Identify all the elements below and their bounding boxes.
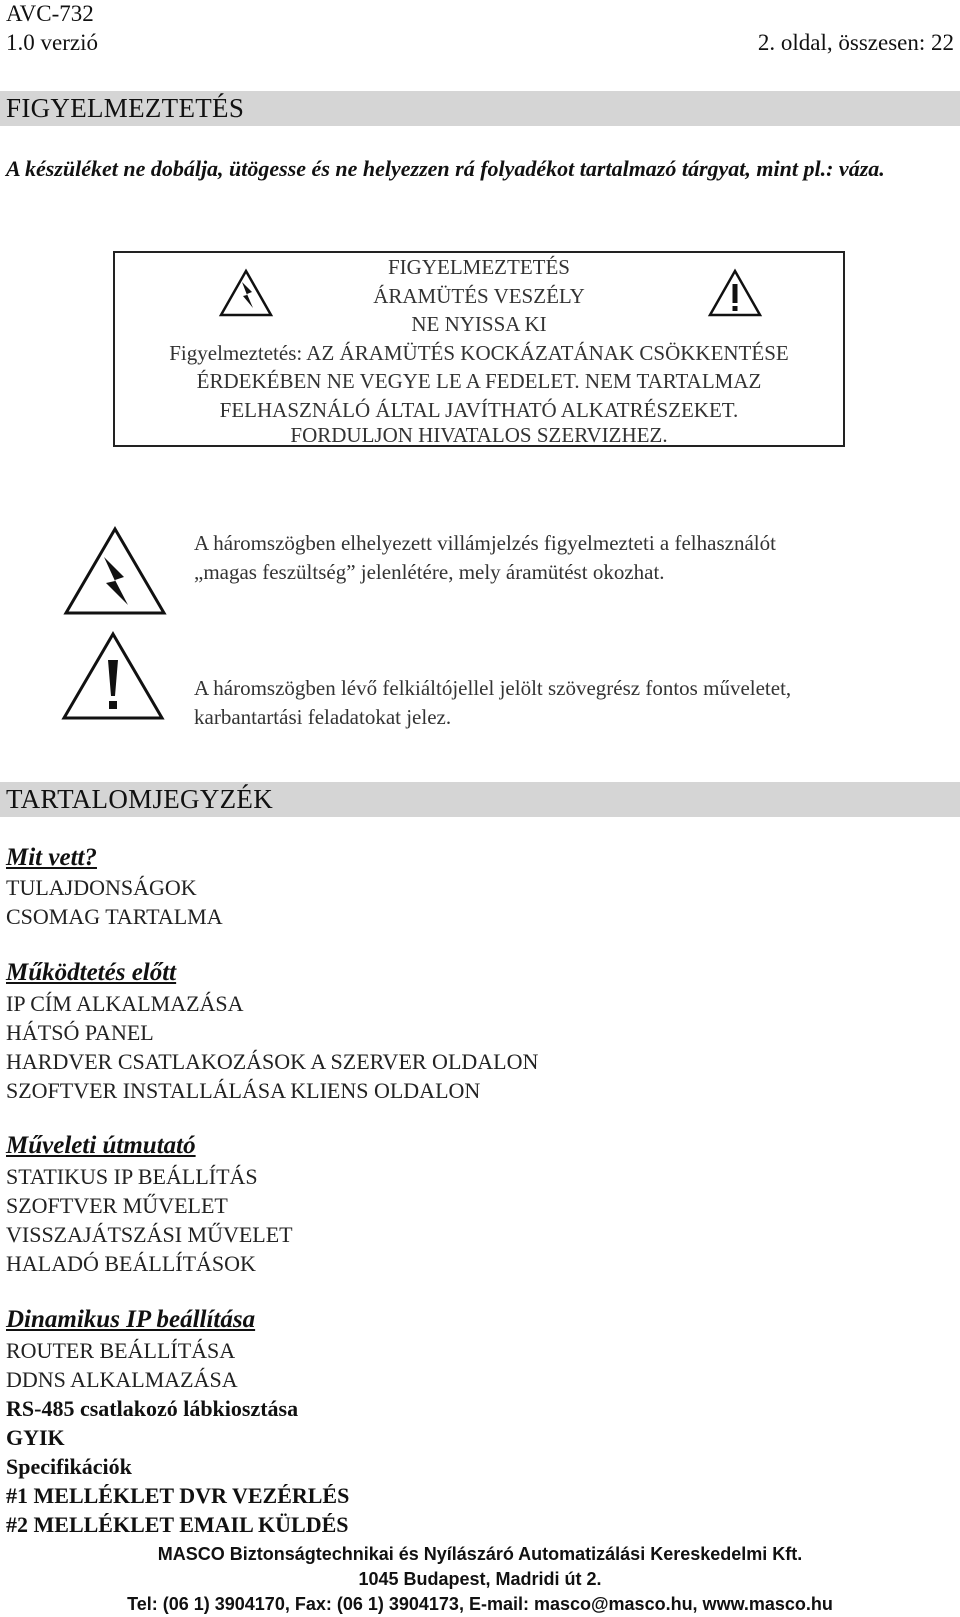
toc-title: TARTALOMJEGYZÉK xyxy=(6,784,274,814)
box-line-notice-1: Figyelmeztetés: AZ ÁRAMÜTÉS KOCKÁZATÁNAK CSÖKKENTÉSE xyxy=(169,340,789,365)
toc-bold-item[interactable]: RS-485 csatlakozó lábkiosztása xyxy=(6,1396,299,1421)
box-line-notice-2: ÉRDEKÉBEN NE VEGYE LE A FEDELET. NEM TARTALMAZ xyxy=(196,369,762,393)
box-line-title: FIGYELMEZTETÉS xyxy=(388,255,570,279)
document-version: 1.0 verzió xyxy=(6,30,98,55)
warning-text: A készüléket ne dobálja, ütögesse és ne helyezzen rá folyadékot tartalmazó tárgyat, mint pl.: váza. xyxy=(6,156,885,181)
lightning-triangle-icon xyxy=(62,525,168,622)
toc-bold-item[interactable]: Specifikációk xyxy=(6,1454,132,1479)
toc-item[interactable]: TULAJDONSÁGOK xyxy=(6,875,197,900)
exclamation-triangle-icon xyxy=(60,630,166,727)
toc-item[interactable]: DDNS ALKALMAZÁSA xyxy=(6,1367,238,1392)
box-line-do-not-open: NE NYISSA KI xyxy=(411,312,547,336)
toc-item[interactable]: STATIKUS IP BEÁLLÍTÁS xyxy=(6,1164,258,1189)
document-model: AVC-732 xyxy=(6,1,94,26)
page-number: 2. oldal, összesen: 22 xyxy=(757,30,954,55)
toc-item[interactable]: HÁTSÓ PANEL xyxy=(6,1020,154,1045)
footer-address: 1045 Budapest, Madridi út 2. xyxy=(358,1569,602,1589)
toc-bold-item[interactable]: #2 MELLÉKLET EMAIL KÜLDÉS xyxy=(6,1512,349,1537)
warning-title: FIGYELMEZTETÉS xyxy=(6,93,245,123)
toc-item[interactable]: SZOFTVER MŰVELET xyxy=(6,1193,228,1218)
toc-item[interactable]: CSOMAG TARTALMA xyxy=(6,904,223,929)
toc-section-heading[interactable]: Műveleti útmutató xyxy=(6,1132,196,1159)
footer-contact: Tel: (06 1) 3904170, Fax: (06 1) 3904173, E-mail: masco@masco.hu, www.masco.hu xyxy=(127,1594,833,1614)
exclamation-description-line-1: A háromszögben lévő felkiáltójellel jelölt szövegrész fontos műveletet, xyxy=(194,676,792,700)
toc-item[interactable]: ROUTER BEÁLLÍTÁSA xyxy=(6,1338,236,1363)
box-line-notice-4: FORDULJON HIVATALOS SZERVIZHEZ. xyxy=(290,423,668,447)
box-line-danger: ÁRAMÜTÉS VESZÉLY xyxy=(373,283,585,308)
toc-section-heading[interactable]: Mit vett? xyxy=(6,844,97,871)
box-line-notice-3: FELHASZNÁLÓ ÁLTAL JAVÍTHATÓ ALKATRÉSZEKET. xyxy=(219,397,739,422)
toc-bold-item[interactable]: GYIK xyxy=(6,1425,65,1450)
lightning-description-line-1: A háromszögben elhelyezett villámjelzés figyelmezteti a felhasználót xyxy=(194,531,776,555)
toc-item[interactable]: HALADÓ BEÁLLÍTÁSOK xyxy=(6,1251,256,1276)
exclamation-description-line-2: karbantartási feladatokat jelez. xyxy=(194,705,452,729)
toc-item[interactable]: SZOFTVER INSTALLÁLÁSA KLIENS OLDALON xyxy=(6,1078,481,1103)
lightning-description-line-2: „magas feszültség” jelenlétére, mely áramütést okozhat. xyxy=(194,560,665,584)
toc-item[interactable]: VISSZAJÁTSZÁSI MŰVELET xyxy=(6,1222,293,1247)
toc-item[interactable]: HARDVER CSATLAKOZÁSOK A SZERVER OLDALON xyxy=(6,1049,539,1074)
footer-company: MASCO Biztonságtechnikai és Nyílászáró Automatizálási Kereskedelmi Kft. xyxy=(157,1544,803,1564)
toc-section-heading[interactable]: Működtetés előtt xyxy=(6,959,177,986)
toc-item[interactable]: IP CÍM ALKALMAZÁSA xyxy=(6,991,244,1016)
toc-bold-item[interactable]: #1 MELLÉKLET DVR VEZÉRLÉS xyxy=(6,1483,350,1508)
toc-section-heading[interactable]: Dinamikus IP beállítása xyxy=(6,1306,256,1333)
